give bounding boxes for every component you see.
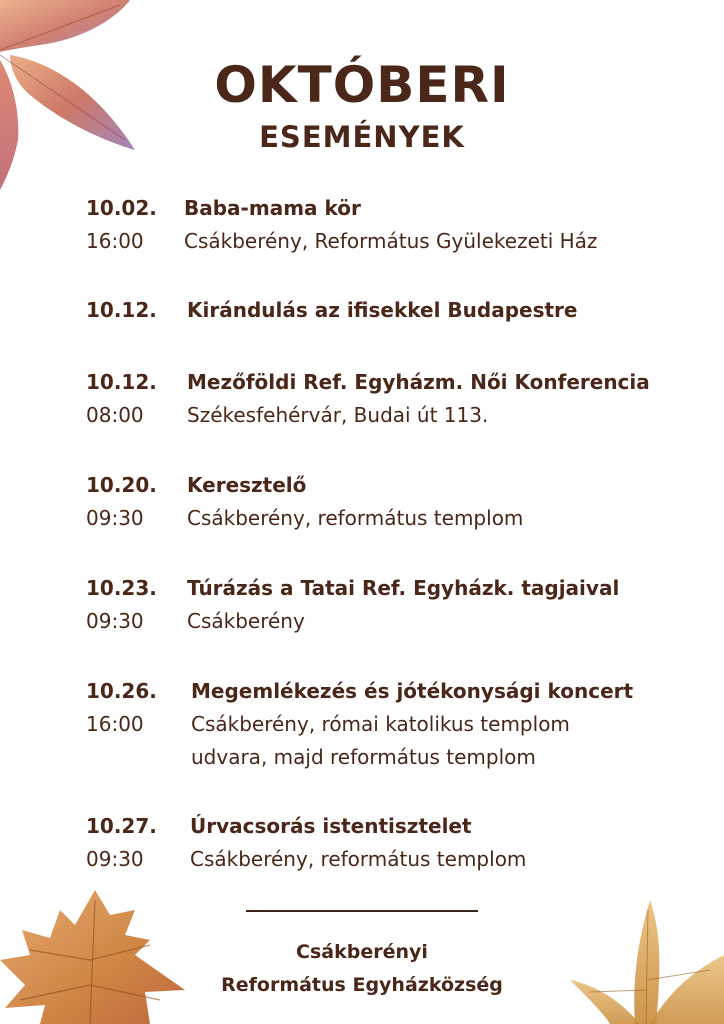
page-subtitle: ESEMÉNYEK xyxy=(259,120,465,154)
event-title: Baba-mama kör xyxy=(184,196,361,220)
event-item xyxy=(86,298,686,331)
event-date: 10.12. xyxy=(86,298,157,322)
event-place: Csákberény xyxy=(187,609,305,633)
event-date: 10.26. xyxy=(86,679,157,703)
event-title: Keresztelő xyxy=(187,473,307,497)
footer-church-name-line2: Református Egyházközség xyxy=(221,974,503,996)
event-item xyxy=(86,370,686,436)
event-place: Csákberény, római katolikus templom xyxy=(191,712,570,736)
page-title: OKTÓBERI xyxy=(214,56,510,114)
event-date: 10.02. xyxy=(86,196,157,220)
event-item xyxy=(86,196,686,262)
event-title: Úrvacsorás istentisztelet xyxy=(190,814,472,838)
event-place-continued: udvara, majd református templom xyxy=(191,745,536,769)
event-time: 09:30 xyxy=(86,506,144,530)
event-item xyxy=(86,814,686,880)
event-title: Kirándulás az ifisekkel Budapestre xyxy=(187,298,578,322)
event-item xyxy=(86,473,686,539)
footer-divider xyxy=(246,910,478,912)
event-date: 10.12. xyxy=(86,370,157,394)
event-place: Csákberény, Református Gyülekezeti Ház xyxy=(184,229,598,253)
event-item xyxy=(86,576,686,642)
event-time: 16:00 xyxy=(86,229,144,253)
event-date: 10.23. xyxy=(86,576,157,600)
event-title: Mezőföldi Ref. Egyházm. Női Konferencia xyxy=(187,370,650,394)
event-place: Csákberény, református templom xyxy=(187,506,524,530)
event-place: Székesfehérvár, Budai út 113. xyxy=(187,403,489,427)
event-time: 09:30 xyxy=(86,847,144,871)
event-date: 10.20. xyxy=(86,473,157,497)
event-item xyxy=(86,679,686,778)
event-title: Túrázás a Tatai Ref. Egyházk. tagjaival xyxy=(187,576,620,600)
event-title: Megemlékezés és jótékonysági koncert xyxy=(191,679,634,703)
event-place: Csákberény, református templom xyxy=(190,847,527,871)
event-time: 08:00 xyxy=(86,403,144,427)
event-time: 16:00 xyxy=(86,712,144,736)
event-date: 10.27. xyxy=(86,814,157,838)
event-time: 09:30 xyxy=(86,609,144,633)
footer-church-name-line1: Csákberényi xyxy=(296,941,428,963)
